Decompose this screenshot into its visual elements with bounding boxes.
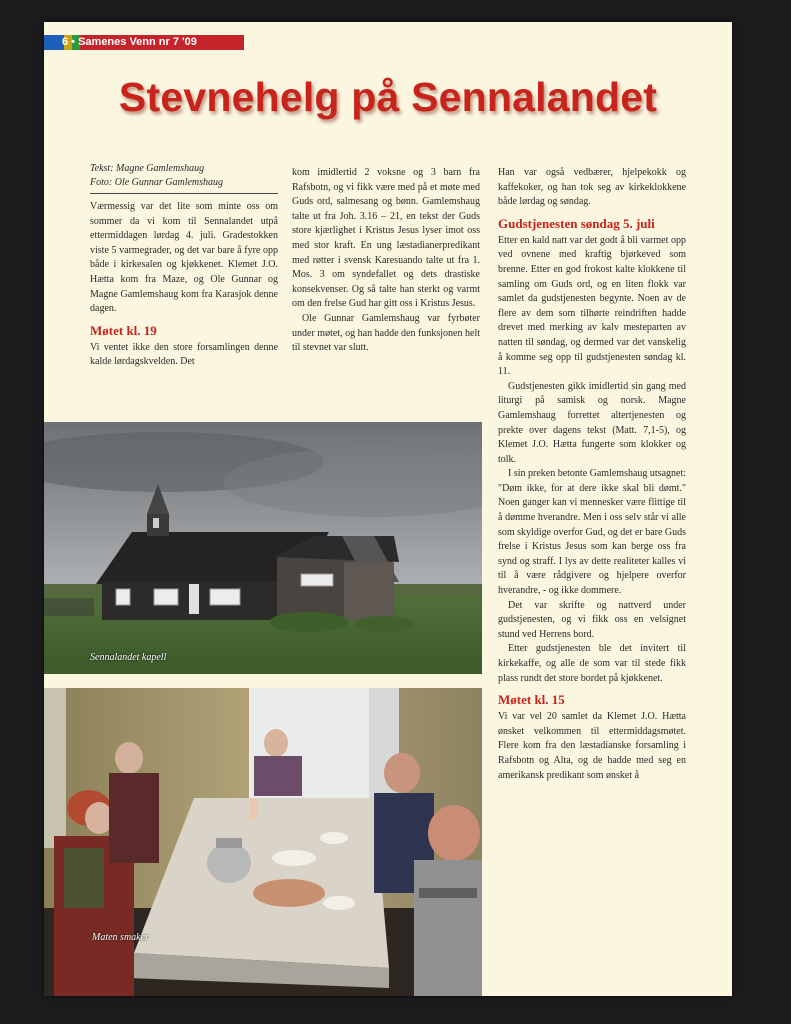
chapel-photo-image — [44, 422, 482, 674]
paragraph: I sin preken betonte Gamlemshaug utsagnet: "Døm ikke, for at dere ikke skal bli dømt." Noen ganger kan vi mennesker være flittige til å dømme hverandre. Men i oss selv står vi alle som skyldige overfor Gud, og det er bare Guds frelse i Kristus Jesus som kan berge oss fra synd og straff. I lys av dette realiteter kalles vi til å være rådgivere og hjelpere overfor hverandre, - og ikke dommere. — [498, 468, 687, 597]
column-2 — [292, 166, 480, 356]
paragraph: Etter gudstjenesten ble det invitert til kirkekaffe, og alle de som var til stede fikk plass rundt det store bordet på kjøkkenet. — [498, 643, 686, 684]
paragraph: Vi var vel 20 samlet da Klemet J.O. Hætta ønsket velkommen til ettermiddagsmøtet. Flere kom fra den læstadianske forsamling i Rafsbotn og Alta, og de hadde med seg en amerikansk predikant som ønsket å — [498, 711, 686, 781]
chapel-photo-caption: Sennalandet kapell — [90, 652, 167, 663]
paragraph: kom imidlertid 2 voksne og 3 barn fra Rafsbotn, og vi fikk være med på et møte med Guds ord, salmesang og bønn. Gamlemshaug talte ut fra Joh. 3.16 – 21, en tekst der Guds store kjærlighet i Kristus Jesus lyser imot oss med stor kraft. En ung læstadianerpredikant med røtter i svensk Karesuando talte ut fra 1. Mos. 3 om syndefallet og dets drastiske konsekvenser. Og så talte han sterkt og varmt om den frelse Gud har gitt oss i Kristus Jesus. — [292, 167, 480, 310]
page-header-bar — [44, 35, 244, 50]
column-3 — [498, 166, 686, 783]
article-title: Stevnehelg på Sennalandet — [118, 74, 658, 120]
page-header-label: 6 • Samenes Venn nr 7 '09 — [62, 36, 197, 48]
paragraph: Vi ventet ikke den store forsamlingen denne kalde lørdagskvelden. Det — [90, 341, 278, 368]
paragraph: Ole Gunnar Gamlemshaug var fyrbøter under møtet, og han hadde den funksjonen helt til stevnet var slutt. — [292, 312, 480, 354]
meal-photo-caption: Maten smaker — [92, 932, 149, 943]
paragraph: Det var skrifte og nattverd under gudstjenesten, og vi fikk oss en velsignet stund ved Herrens bord. — [498, 599, 686, 640]
magazine-page — [44, 22, 732, 996]
photo-credit: Foto: Ole Gunnar Gamlemshaug — [90, 177, 224, 188]
subheading: Møtet kl. 19 — [90, 322, 157, 338]
paragraph: Etter en kald natt var det godt å bli varmet opp ved ovnene med kraftig bjørkeved som brenne. Etter en god frokost kalte klokkene til samling om Guds ord, og en liten flokk var samlet da gudstjenesten begynte. Noen av de flere av dem som tilhørte reindriften hadde drevet med merking av kalv mesteparten av natten til søndag, og dermed var det vanskelig å komme seg opp til gudstjenesten søndag kl. 11. — [498, 234, 686, 378]
column-1 — [90, 162, 278, 370]
paragraph: Han var også vedbærer, hjelpekokk og kaffekoker, og han tok seg av kirkeklokkene både lørdag og søndag. — [498, 167, 686, 208]
meal-photo-image — [44, 688, 482, 996]
meal-photo — [44, 688, 482, 996]
chapel-photo — [44, 422, 482, 674]
article-credits — [90, 162, 278, 194]
subheading: Gudstjenesten søndag 5. juli — [498, 215, 655, 231]
text-credit: Tekst: Magne Gamlemshaug — [90, 163, 205, 174]
paragraph: Gudstjenesten gikk imidlertid sin gang med liturgi på samisk og norsk. Magne Gamlemshaug forrettet altertjenesten og prekte over dagens tekst (Matt. 7,1-5), og Klemet J.O. Hætta fungerte som klokker og tolk. — [498, 380, 686, 465]
subheading: Møtet kl. 15 — [498, 692, 565, 708]
paragraph: Værmessig var det lite som minte oss om sommer da vi kom til Sennalandet utpå ettermiddagen lørdag 4. juli. Gradestokken viste 5 varmegrader, og det var bare å fyre opp både i kirkesalen og kjøkkenet. Klemet J.O. Hætta kom fra Maze, og Ole Gunnar og Magne Gamlemshaug kom fra Karasjok denne dagen. — [90, 201, 278, 315]
